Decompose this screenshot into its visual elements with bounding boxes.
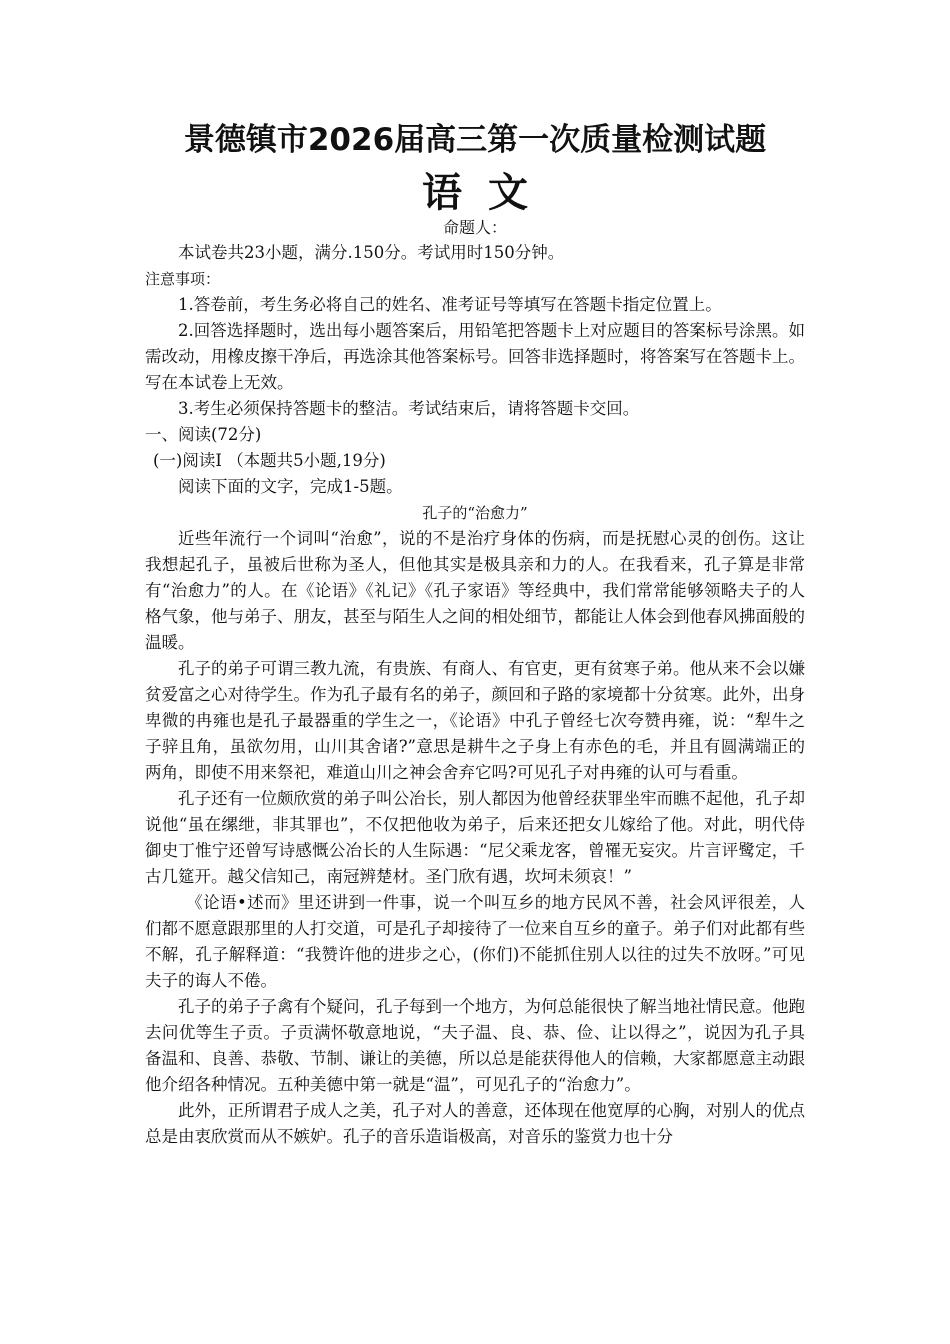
article-paragraph: 此外，正所谓君子成人之美，孔子对人的善意，还体现在他宽厚的心胸，对别人的优点总是由衷欣赏而从不嫉妒。孔子的音乐造诣极高，对音乐的鉴赏力也十分	[145, 1101, 805, 1146]
notice-item: 2.回答选择题时，选出每小题答案后，用铅笔把答题卡上对应题目的答案标号涂黑。如需改动，用橡皮擦干净后，再选涂其他答案标号。回答非选择题时，将答案写在答题卡上。写在本试卷上无效。	[145, 321, 805, 392]
exam-intro	[145, 240, 805, 1150]
article-paragraph: 孔子的弟子子禽有个疑问，孔子每到一个地方，为何总能很快了解当地社情民意。他跑去问优等生子贡。子贡满怀敬意地说，“夫子温、良、恭、俭、让以得之”，说因为孔子具备温和、良善、恭敬、节制、谦让的美德，所以总是能获得他人的信赖，大家都愿意主动跟他介绍各种情况。五种美德中第一就是“温”，可见孔子的“治愈力”。	[145, 997, 805, 1094]
article-paragraph: 孔子的弟子可谓三教九流，有贵族、有商人、有官吏，更有贫寒子弟。他从来不会以嫌贫爱富之心对待学生。作为孔子最有名的弟子，颜回和子路的家境都十分贫寒。此外，出身卑微的冉雍也是孔子最器重的学生之一，《论语》中孔子曾经七次夸赞冉雍，说：“犁牛之子骍且角，虽欲勿用，山川其舍诸?”意思是耕牛之子身上有赤色的毛，并且有圆满端正的两角，即使不用来祭祀，难道山川之神会舍弃它吗?可见孔子对冉雍的认可与看重。	[145, 659, 805, 782]
author-line: 命题人：	[442, 218, 507, 237]
part-heading: 一、阅读(72分)	[145, 425, 262, 444]
article-paragraph: 近些年流行一个词叫“治愈”，说的不是治疗身体的伤病，而是抚慰心灵的创伤。这让我想起孔子，虽被后世称为圣人，但他其实是极具亲和力的人。在我看来，孔子算是非常有“治愈力”的人。在《论语》《礼记》《孔子家语》等经典中，我们常常能够领略夫子的人格气象，他与弟子、朋友，甚至与陌生人之间的相处细节，都能让人体会到他春风拂面般的温暖。	[145, 529, 805, 652]
exam-title: 景德镇市2026届高三第一次质量检测试题	[183, 122, 767, 158]
notice-heading: 注意事项：	[145, 270, 221, 288]
article-title: 孔子的“治愈力”	[422, 504, 528, 522]
subject-title: 语文	[422, 170, 554, 216]
notice-item: 1.答卷前，考生务必将自己的姓名、准考证号等填写在答题卡指定位置上。	[178, 295, 722, 314]
sub-heading: (一)阅读Ⅰ （本题共5小题,19分)	[153, 451, 386, 470]
exam-summary: 本试卷共23小题，满分.150分。考试用时150分钟。	[178, 243, 565, 262]
notice-item: 3.考生必须保持答题卡的整洁。考试结束后，请将答题卡交回。	[178, 399, 640, 418]
reading-instruction: 阅读下面的文字，完成1-5题。	[178, 477, 403, 496]
article-paragraph: 孔子还有一位颇欣赏的弟子叫公冶长，别人都因为他曾经获罪坐牢而瞧不起他，孔子却说他“虽在缧绁，非其罪也”，不仅把他收为弟子，后来还把女儿嫁给了他。对此，明代侍御史丁惟宁还曾写诗感慨公冶长的人生际遇：“尼父乘龙客，曾罹无妄灾。片言评鹭定，千古几筵开。越父信知己，南冠辨楚材。圣门欣有遇，坎坷未须哀！”	[145, 789, 805, 886]
article-paragraph: 《论语•述而》里还讲到一件事，说一个叫互乡的地方民风不善，社会风评很差，人们都不愿意跟那里的人打交道，可是孔子却接待了一位来自互乡的童子。弟子们对此都有些不解，孔子解释道：“我赞许他的进步之心，(你们)不能抓住别人以往的过失不放呀。”可见夫子的诲人不倦。	[145, 893, 805, 990]
